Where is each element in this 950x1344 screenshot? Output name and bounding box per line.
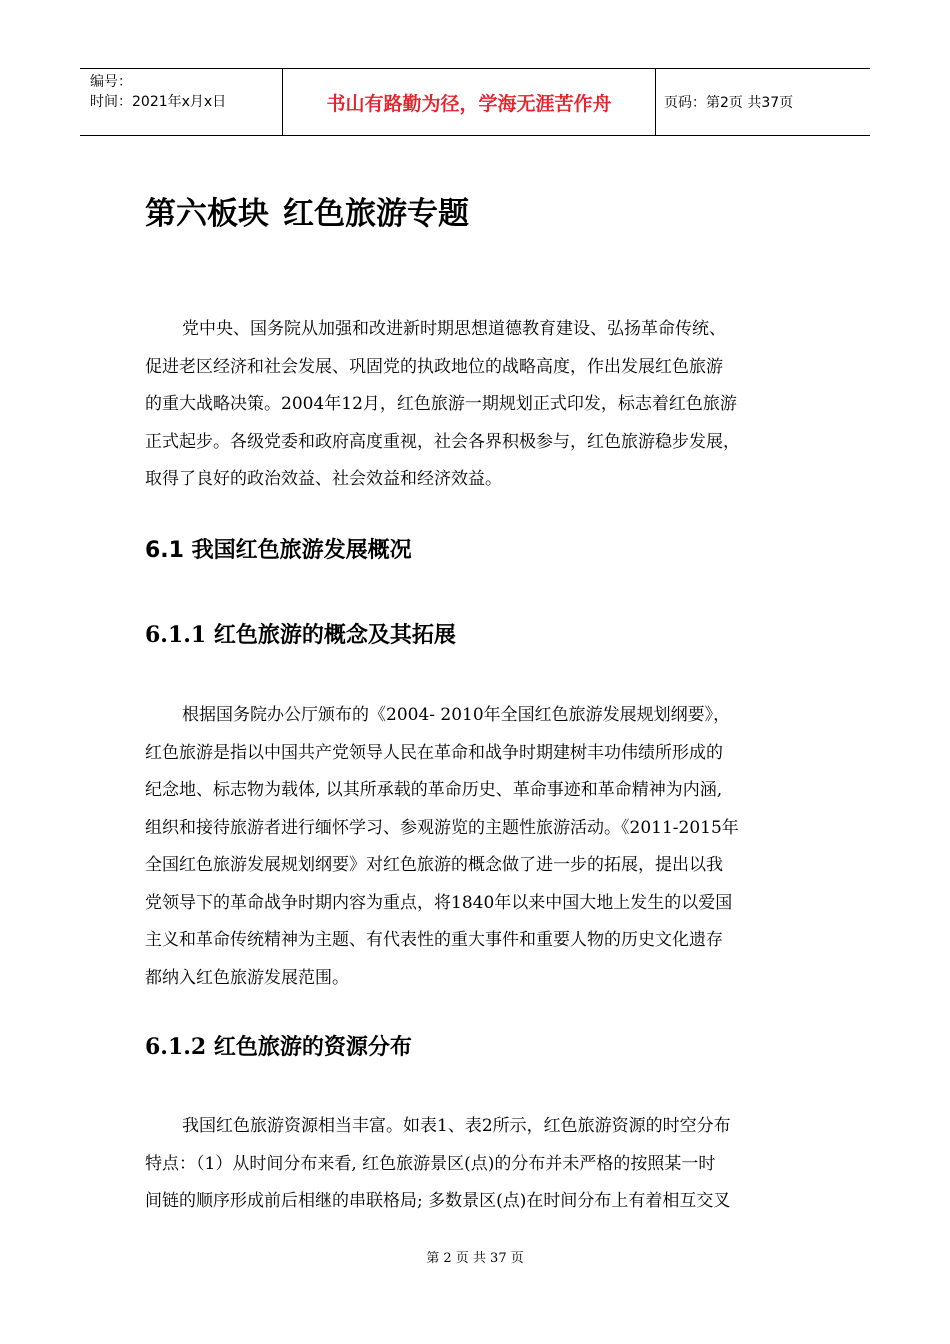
concept-line: 党领导下的革命战争时期内容为重点，将1840年以来中国大地上发生的以爱国 bbox=[145, 892, 733, 913]
section-heading-6-1-2: 6.1.2 红色旅游的资源分布 bbox=[145, 1034, 412, 1060]
chapter-title bbox=[145, 188, 469, 233]
intro-line: 党中央、国务院从加强和改进新时期思想道德教育建设、弘扬革命传统、 bbox=[182, 319, 726, 339]
concept-paragraph bbox=[145, 697, 825, 997]
intro-line: 的重大战略决策。2004年12月，红色旅游一期规划正式印发，标志着红色旅游 bbox=[145, 394, 737, 414]
concept-line: 纪念地、标志物为载体, 以其所承载的革命历史、革命事迹和革命精神为内涵, bbox=[145, 780, 723, 800]
serial-label: 编号： bbox=[90, 74, 132, 90]
chapter-title-sub: 红色旅游专题 bbox=[283, 196, 469, 232]
header-meta-cell bbox=[80, 69, 282, 135]
header-page-code: 页码：第2页 共37页 bbox=[664, 95, 794, 111]
intro-line: 正式起步。各级党委和政府高度重视，社会各界积极参与，红色旅游稳步发展， bbox=[145, 431, 740, 452]
concept-line: 红色旅游是指以中国共产党领导人民在革命和战争时期建树丰功伟绩所形成的 bbox=[145, 742, 723, 763]
header-page-cell bbox=[656, 69, 870, 135]
concept-line: 主义和革命传统精神为主题、有代表性的重大事件和重要人物的历史文化遗存 bbox=[145, 930, 723, 950]
distribution-line: 我国红色旅游资源相当丰富。如表1、表2所示，红色旅游资源的时空分布 bbox=[182, 1116, 731, 1136]
header-motto-cell bbox=[282, 69, 656, 135]
section-heading-6-1: 6.1 我国红色旅游发展概况 bbox=[145, 538, 412, 563]
distribution-line: 间链的顺序形成前后相继的串联格局; 多数景区(点)在时间分布上有着相互交叉 bbox=[145, 1191, 731, 1211]
intro-line: 取得了良好的政治效益、社会效益和经济效益。 bbox=[145, 469, 502, 489]
section-heading-6-1-1: 6.1.1 红色旅游的概念及其拓展 bbox=[145, 622, 456, 648]
page-footer: 第 2 页 共 37 页 bbox=[426, 1251, 524, 1266]
header-motto: 书山有路勤为径，学海无涯苦作舟 bbox=[326, 92, 612, 115]
concept-line: 组织和接待旅游者进行缅怀学习、参观游览的主题性旅游活动。《2011-2015年 bbox=[145, 817, 739, 838]
distribution-paragraph bbox=[145, 1108, 825, 1221]
intro-paragraph bbox=[145, 311, 825, 499]
concept-line: 根据国务院办公厅颁布的《2004- 2010年全国红色旅游发展规划纲要》， bbox=[182, 705, 731, 725]
page-header-table bbox=[80, 68, 870, 136]
chapter-title-main: 第六板块 bbox=[145, 196, 269, 232]
date-label: 时间：2021年x月x日 bbox=[90, 94, 227, 110]
distribution-line: 特点：（1）从时间分布来看, 红色旅游景区(点)的分布并未严格的按照某一时 bbox=[145, 1153, 716, 1174]
concept-line: 全国红色旅游发展规划纲要》对红色旅游的概念做了进一步的拓展，提出以我 bbox=[145, 855, 723, 875]
intro-line: 促进老区经济和社会发展、巩固党的执政地位的战略高度，作出发展红色旅游 bbox=[145, 356, 723, 377]
concept-line: 都纳入红色旅游发展范围。 bbox=[145, 967, 349, 988]
